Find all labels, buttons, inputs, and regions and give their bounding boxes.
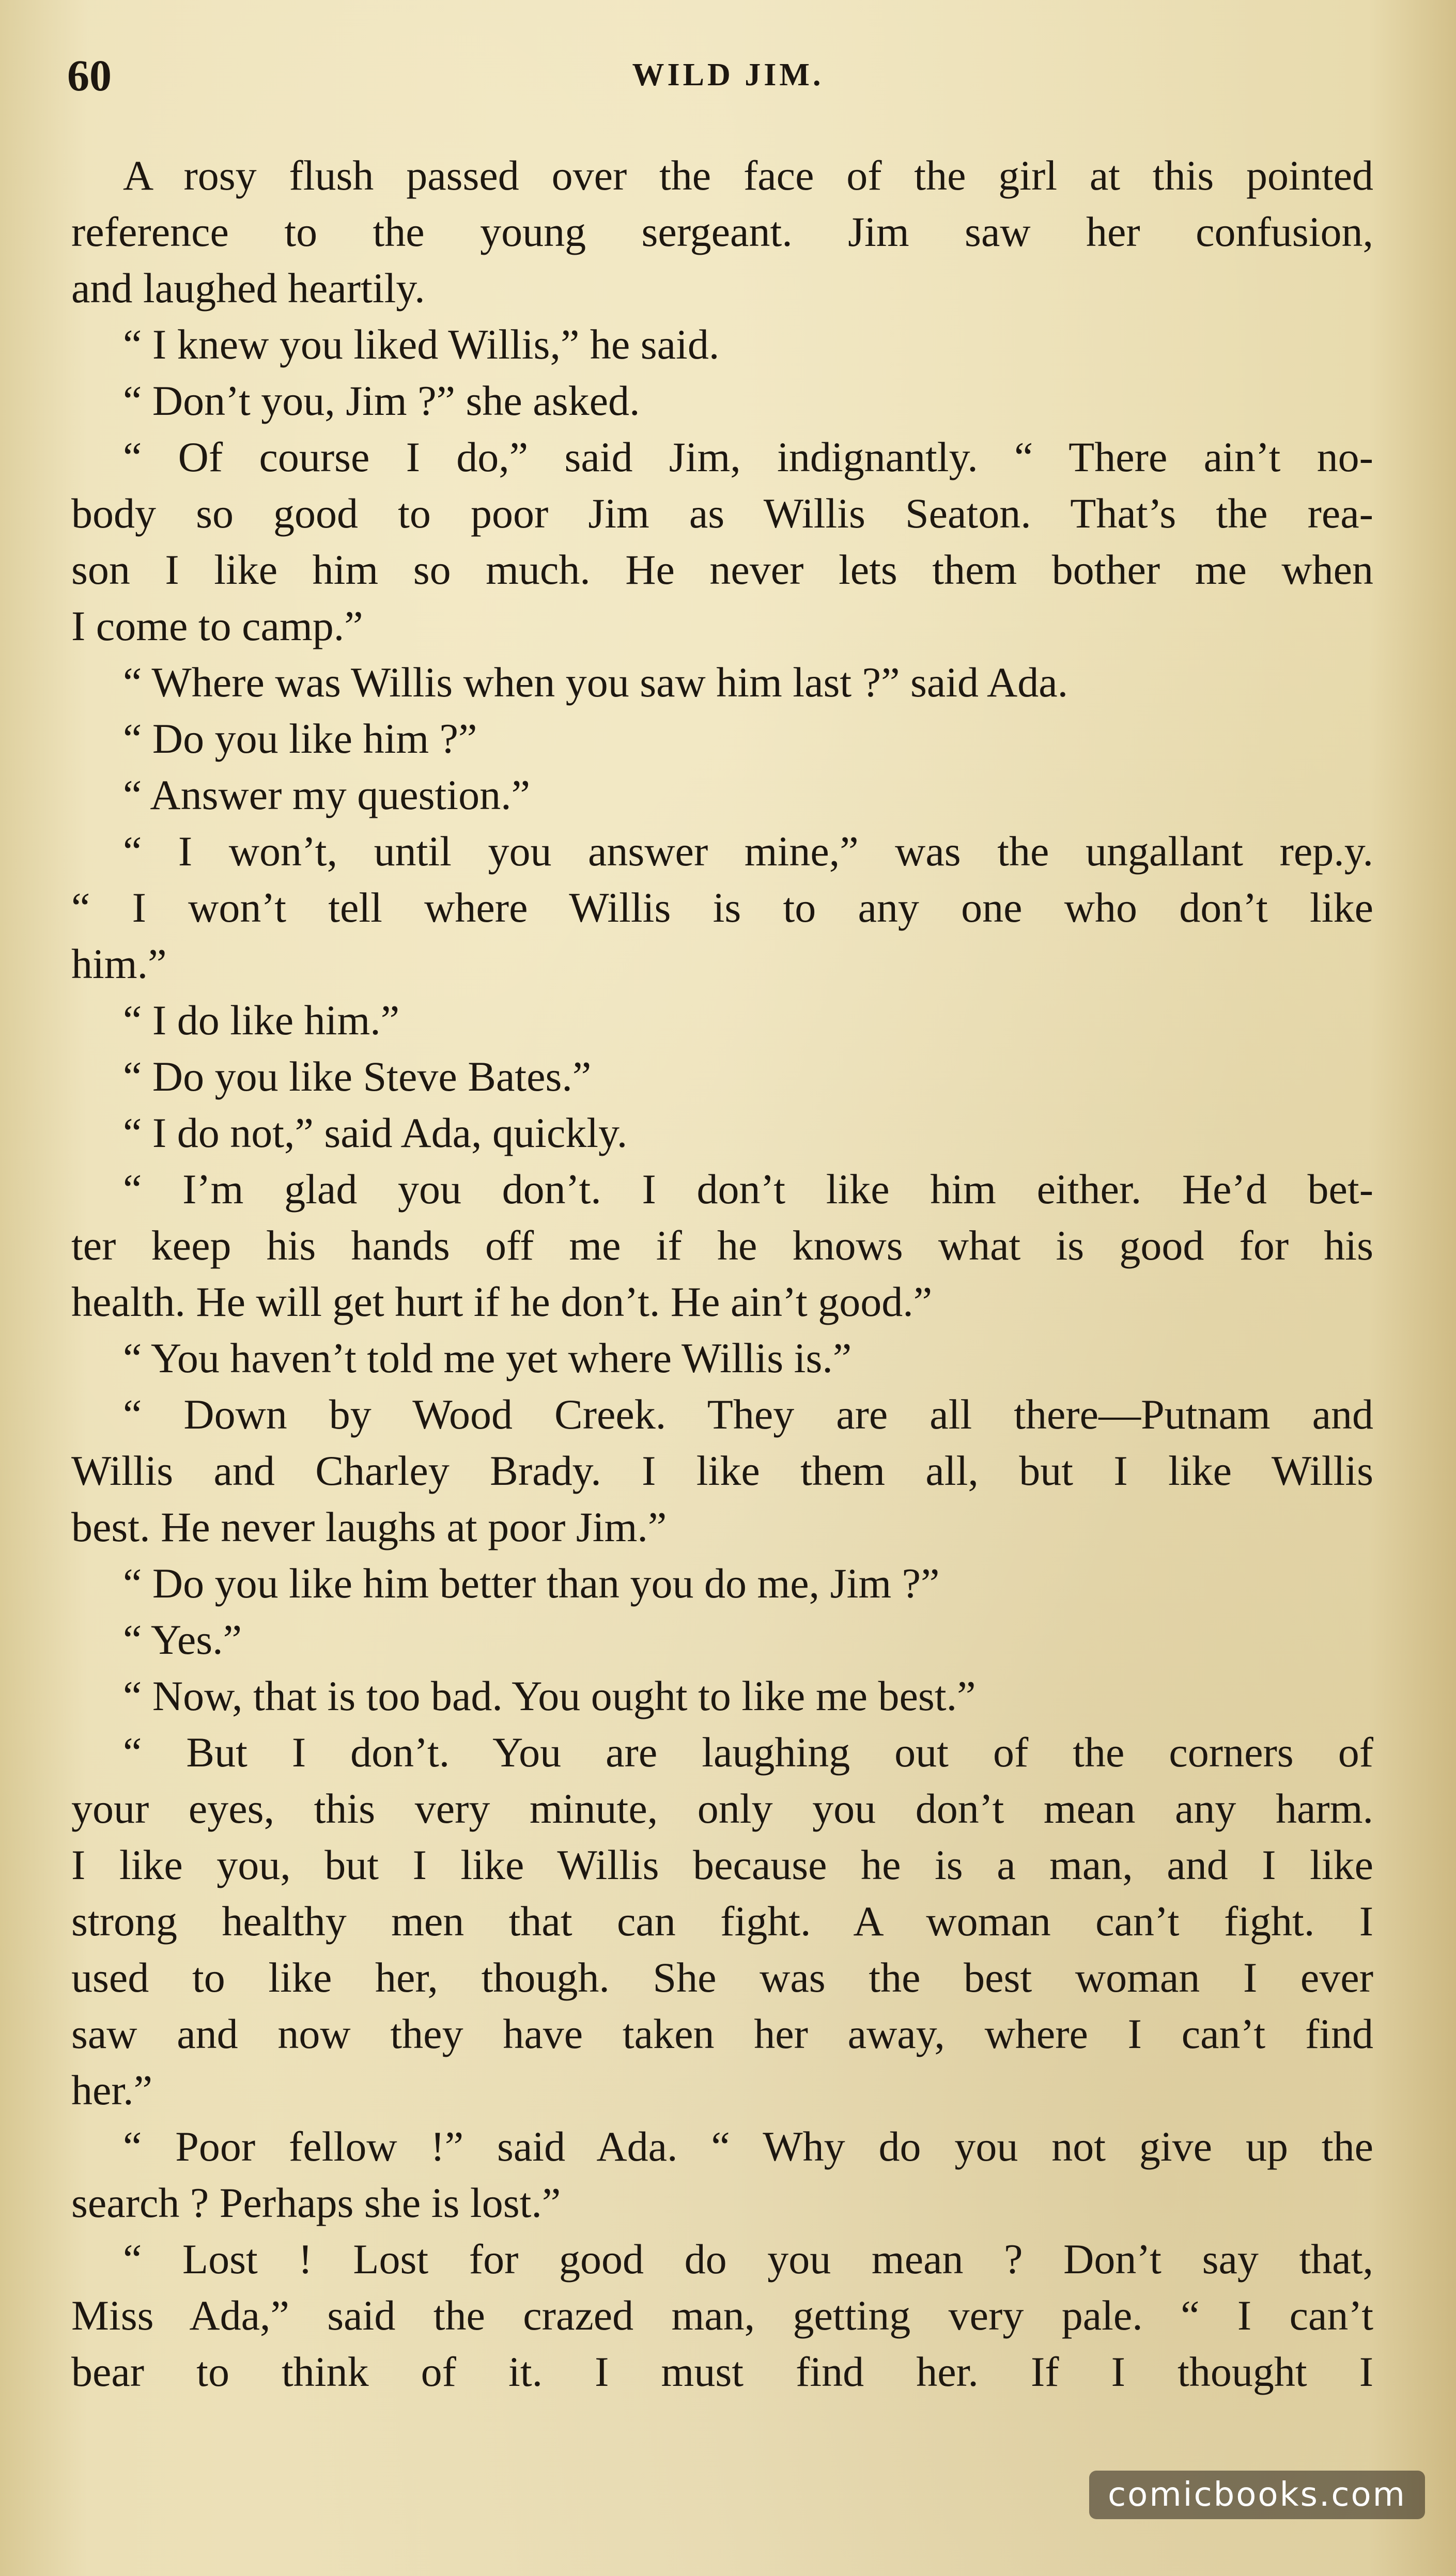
text-line: him.” bbox=[71, 940, 167, 987]
text-line: son I like him so much. He never lets them bother me when bbox=[71, 546, 1373, 593]
text-line: “ I do not,” said Ada, quickly. bbox=[123, 1109, 628, 1156]
text-line: saw and now they have taken her away, where I can’t find bbox=[71, 2010, 1373, 2057]
text-line: “ Lost ! Lost for good do you mean ? Don’t say that, bbox=[123, 2236, 1373, 2283]
text-line: “ Don’t you, Jim ?” she asked. bbox=[123, 377, 640, 424]
text-line: search ? Perhaps she is lost.” bbox=[71, 2179, 561, 2226]
text-line: “ Down by Wood Creek. They are all there—Putnam and bbox=[123, 1391, 1373, 1438]
text-line: “ Answer my question.” bbox=[123, 771, 530, 818]
text-line: “ Yes.” bbox=[123, 1616, 242, 1663]
page-number: 60 bbox=[67, 51, 112, 100]
text-line: Miss Ada,” said the crazed man, getting very pale. “ I can’t bbox=[71, 2292, 1373, 2339]
text-line: health. He will get hurt if he don’t. He ain’t good.” bbox=[71, 1278, 933, 1325]
text-line: A rosy flush passed over the face of the girl at this pointed bbox=[123, 152, 1373, 199]
running-title: WILD JIM. bbox=[632, 57, 824, 92]
text-line: best. He never laughs at poor Jim.” bbox=[71, 1503, 667, 1550]
text-line: body so good to poor Jim as Willis Seaton. That’s the rea- bbox=[71, 490, 1373, 537]
text-line: “ You haven’t told me yet where Willis is.” bbox=[123, 1334, 852, 1382]
text-line: ter keep his hands off me if he knows what is good for his bbox=[71, 1222, 1373, 1269]
text-line: “ I’m glad you don’t. I don’t like him either. He’d bet- bbox=[123, 1166, 1373, 1213]
text-line: “ Poor fellow !” said Ada. “ Why do you not give up the bbox=[123, 2123, 1373, 2170]
page-header bbox=[67, 50, 1389, 106]
text-line: “ Do you like him ?” bbox=[123, 715, 477, 762]
text-line: I come to camp.” bbox=[71, 602, 363, 649]
text-line: “ Now, that is too bad. You ought to like me best.” bbox=[123, 1672, 976, 1719]
text-line: Willis and Charley Brady. I like them all, but I like Willis bbox=[71, 1447, 1373, 1494]
text-line: “ Where was Willis when you saw him last ?” said Ada. bbox=[123, 659, 1068, 706]
text-line: “ Do you like Steve Bates.” bbox=[123, 1053, 592, 1100]
text-line: “ Do you like him better than you do me, Jim ?” bbox=[123, 1560, 940, 1607]
text-line: her.” bbox=[71, 2067, 153, 2114]
watermark: comicbooks.com bbox=[1089, 2471, 1425, 2519]
text-line: “ I won’t, until you answer mine,” was the ungallant rep.y. bbox=[123, 828, 1373, 875]
text-line: “ But I don’t. You are laughing out of the corners of bbox=[123, 1729, 1373, 1776]
text-line: bear to think of it. I must find her. If I thought I bbox=[71, 2348, 1373, 2395]
text-line: and laughed heartily. bbox=[71, 265, 425, 312]
text-line: I like you, but I like Willis because he is a man, and I like bbox=[71, 1841, 1373, 1888]
text-line: your eyes, this very minute, only you don’t mean any harm. bbox=[71, 1785, 1373, 1832]
body-text bbox=[71, 147, 1373, 2400]
text-line: used to like her, though. She was the best woman I ever bbox=[71, 1954, 1373, 2001]
text-line: “ I won’t tell where Willis is to any one who don’t like bbox=[71, 884, 1373, 931]
text-line: reference to the young sergeant. Jim saw her confusion, bbox=[71, 208, 1373, 255]
text-line: strong healthy men that can fight. A woman can’t fight. I bbox=[71, 1898, 1373, 1945]
text-line: “ I knew you liked Willis,” he said. bbox=[123, 321, 720, 368]
text-line: “ Of course I do,” said Jim, indignantly. “ There ain’t no- bbox=[123, 433, 1373, 480]
text-line: “ I do like him.” bbox=[123, 997, 400, 1044]
